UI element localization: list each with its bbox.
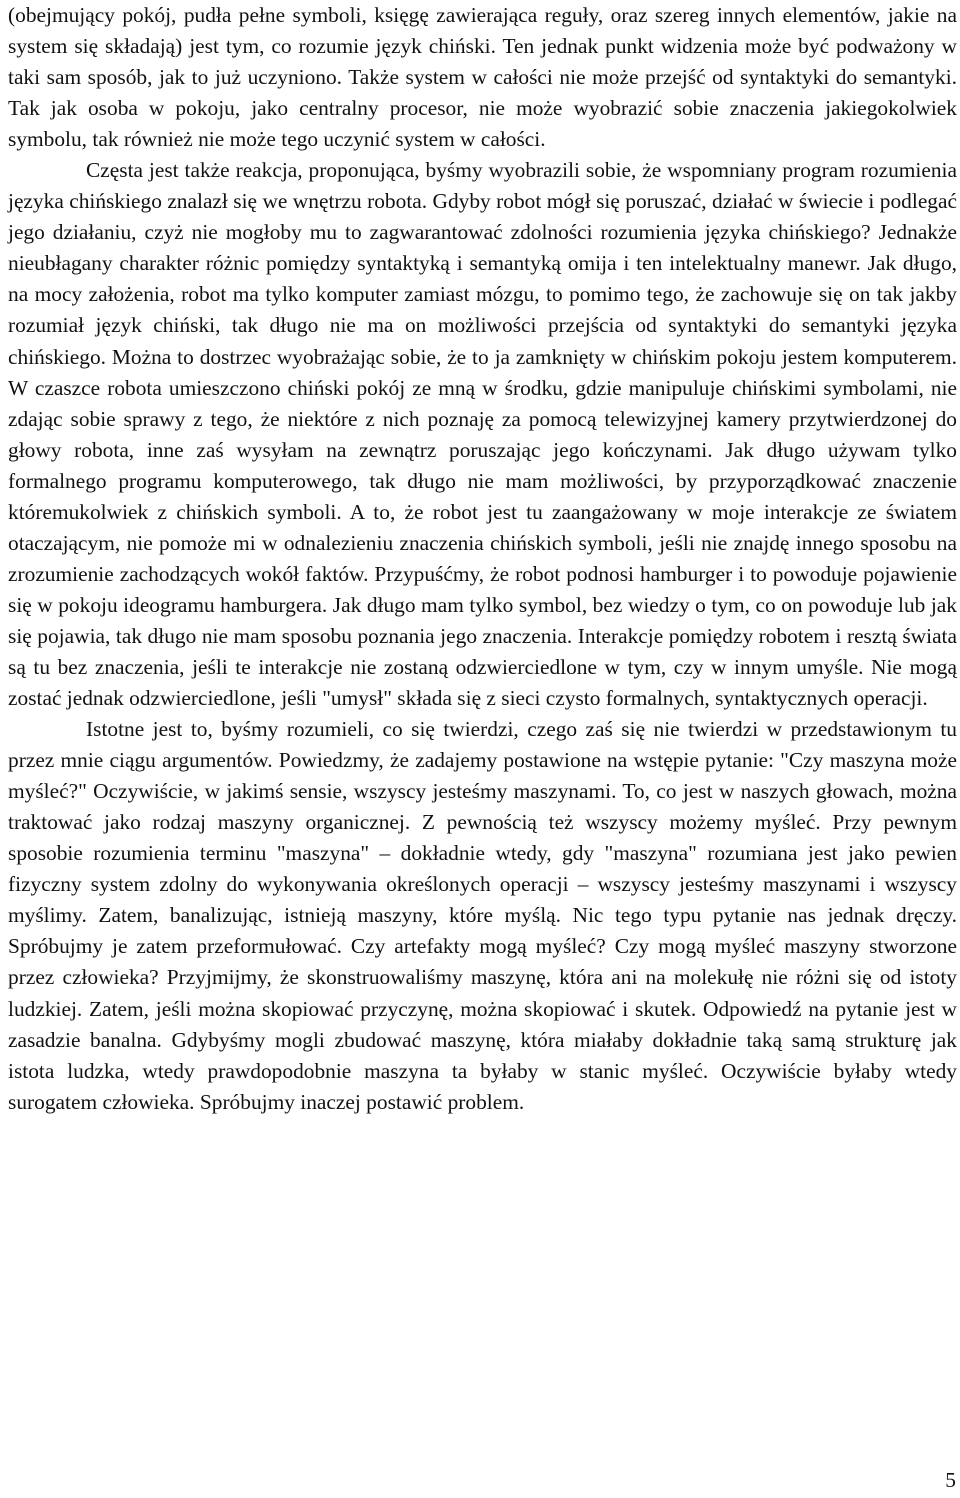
paragraph-continued: (obejmujący pokój, pudła pełne symboli, księgę zawierająca reguły, oraz szereg innych elementów, jakie na system się składają) jest tym, co rozumie język chiński. Ten jednak punkt widzenia może być podważony w taki sam sposób, jak to już uczyniono. Także system w całości nie może przejść od syntaktyki do semantyki. Tak jak osoba w pokoju, jako centralny procesor, nie może wyobrazić sobie znaczenia jakiegokolwiek symbolu, tak również nie może tego uczynić system w całości. xyxy=(8,3,957,152)
paragraph-can-machine-think: Istotne jest to, byśmy rozumieli, co się twierdzi, czego zaś się nie twierdzi w przedstawionym tu przez mnie ciągu argumentów. Powiedzmy, że zadajemy postawione na wstępie pytanie: "Czy maszyna może myśleć?" Oczywiście, w jakimś sensie, wszyscy jesteśmy maszynami. To, co jest w naszych głowach, można traktować jako rodzaj maszyny organicznej. Z pewnością też wszyscy możemy myśleć. Przy pewnym sposobie rozumienia terminu "maszyna" – dokładnie wtedy, gdy "maszyna" rozumiana jest jako pewien fizyczny system zdolny do wykonywania określonych operacji – wszyscy jesteśmy maszynami i wszyscy myślimy. Zatem, banalizując, istnieją maszyny, które myślą. Nic tego typu pytanie nas jednak dręczy. Spróbujmy je zatem przeformułować. Czy artefakty mogą myśleć? Czy mogą myśleć maszyny stworzone przez człowieka? Przyjmijmy, że skonstruowaliśmy maszynę, która ani na molekułę nie różni się od istoty ludzkiej. Zatem, jeśli można skopiować przyczynę, można skopiować i skutek. Odpowiedź na pytanie jest w zasadzie banalna. Gdybyśmy mogli zbudować maszynę, która miałaby dokładnie taką samą strukturę jak istota ludzka, wtedy prawdopodobnie maszyna ta byłaby w stanic myśleć. Oczywiście byłaby wtedy surogatem człowieka. Spróbujmy inaczej postawić problem. xyxy=(8,717,957,1114)
paragraph-robot-reply: Częsta jest także reakcja, proponująca, byśmy wyobrazili sobie, że wspomniany program rozumienia języka chińskiego znalazł się we wnętrzu robota. Gdyby robot mógł się poruszać, działać w świecie i podlegać jego działaniu, czyż nie mogłoby mu to zagwarantować zdolności rozumienia języka chińskiego? Jednakże nieubłagany charakter różnic pomiędzy syntaktyką i semantyką omija i ten intelektualny manewr. Jak długo, na mocy założenia, robot ma tylko komputer zamiast mózgu, to pomimo tego, że zachowuje się on tak jakby rozumiał język chiński, tak długo nie ma on możliwości przejścia od syntaktyki do semantyki języka chińskiego. Można to dostrzec wyobrażając sobie, że to ja zamknięty w chińskim pokoju jestem komputerem. W czaszce robota umieszczono chiński pokój ze mną w środku, gdzie manipuluje chińskimi symbolami, nie zdając sobie sprawy z tego, że niektóre z nich poznaję za pomocą telewizyjnej kamery przytwierdzonej do głowy robota, inne zaś wysyłam na zewnątrz poruszając jego kończynami. Jak długo używam tylko formalnego programu komputerowego, tak długo nie mam możliwości, by przyporządkować znaczenie któremukolwiek z chińskich symboli. A to, że robot jest tu zaangażowany w moje interakcje ze światem otaczającym, nie pomoże mi w odnalezieniu znaczenia chińskich symboli, jeśli nie znajdę innego sposobu na zrozumienie zachodzących wokół faktów. Przypuśćmy, że robot podnosi hamburger i to powoduje pojawienie się w pokoju ideogramu hamburgera. Jak długo mam tylko symbol, bez wiedzy o tym, co on powoduje lub jak się pojawia, tak długo nie mam sposobu poznania jego znaczenia. Interakcje pomiędzy robotem i resztą świata są tu bez znaczenia, jeśli te interakcje nie zostaną odzwierciedlone w tym, czy w innym umyśle. Nie mogą zostać jednak odzwierciedlone, jeśli "umysł" składa się z sieci czysto formalnych, syntaktycznych operacji. xyxy=(8,158,957,711)
page-number: 5 xyxy=(945,1468,956,1492)
body-text xyxy=(8,0,957,1118)
